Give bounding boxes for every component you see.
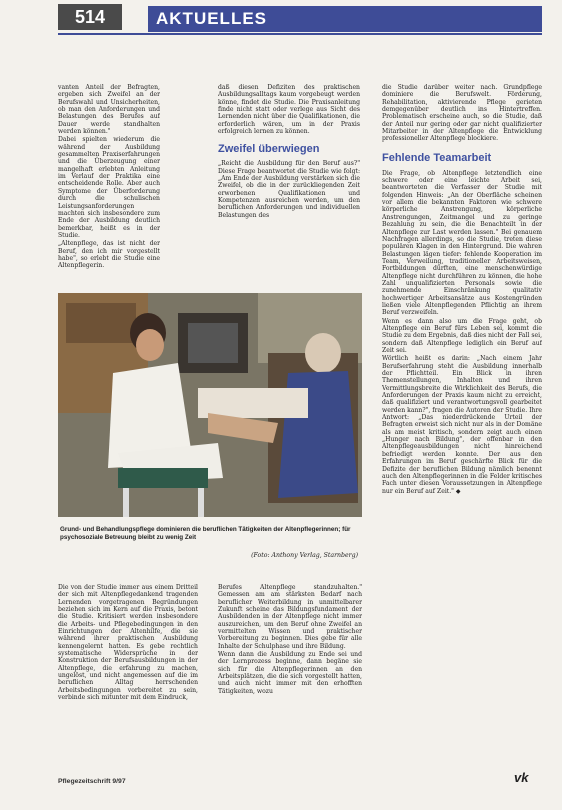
paragraph: „Altenpflege, das ist nicht der Beruf, den ich mir vorgestellt habe", so erlebt die Studie eine Altenpflegerin. [58, 240, 160, 270]
paragraph: Die von der Studie immer aus einem Dritteil der sich mit Altenpflegedankend tragenden Lernenden vorgetragenen Begründungen beziehen sich im Kern auf die Praxis, betont die Studie. Kritisiert werden insbesondere die Arbeits- und Pflegebedingungen in den Einrichtungen der Altenhilfe, die sie während ihrer praktischen Ausbildung kennengelernt hatten. Es gebe rechtlich systematische Widersprüche in der Konstruktion der Berufsausbildungen in der Altenpflege, die erfahrung zu machen, ungelöst, und nicht angemessen auf die im beruflichen Alltag herrschenden Arbeitsbedingungen vorbereitet zu sein, verbinde sich mitunter mit dem Eindruck, [58, 584, 198, 702]
paragraph: Die Frage, ob Altenpflege letztendlich eine schwere oder eine leichte Arbeit sei, beantworteten die Verfasser der Studie mit folgenden Hinweis: „An der Oberfläche scheinen vor allem die bekannten Faktoren wie schwere körperliche Anstrengung, körperliche Anstrengungen, Zeitmangel und zu geringe Bezahlung zu sein, die die Benachteilt in der Altenpflege zur Last werden lassen." Bei genauem Nachfragen allerdings, so die Studie, treten diese populären Klagen in den Hintergrund. Die wahren Belastungen lägen tiefer: fehlende Kooperation im Team, Verweilung, traditioneller Arbeitsweisen, Fortbildungen dürften, eine menschenwürdige Altenpflege nicht durchführen zu können, die hohe Zahl unqualifizierten Personals sowie die zunehmende Einschränkung qualitativ hochwertiger Arbeitsansätze aus Kostengründen ließen viele Altenpflegenden Pflichtig an ihrem Beruf verzweifeln. [382, 169, 542, 317]
end-mark-icon: ◆ [455, 487, 461, 495]
column-1-top [58, 84, 160, 289]
paragraph: Dabei spielten wiederum die während der Ausbildung gesammelten Praxiserfahrungen und die Überzeugung einer mangelhaft erlebten Anleitung im Verlauf der Praktika eine entscheidende Rolle. Aber auch Symptome der Überforderung durch die schulischen Leistungsanforderungen machten sich insbesondere zum Ende der Ausbildung deutlich bemerkbar, heißt es in der Studie. [58, 136, 160, 239]
column-1-bottom [58, 584, 198, 769]
photo-caption: Grund- und Behandlungspflege dominieren die beruflichen Tätigkeiten der Altenpflegerinnen; für psychosoziale Betreuung bleibt zu wenig Zeit [60, 526, 351, 541]
header-rule [58, 33, 542, 35]
paragraph: Berufes Altenpflege standzuhalten." Gemessen am am stärksten Bedarf nach beruflicher Weiterbildung in unmittelbarer Zukunft scheine das Bildungsfundament der Ausbildenden in der Altenpflege nicht immer auszureichen, um den Beruf ohne Zweifel an vermittelten Wissen und praktischer Vorbereitung zu beginnen. Dies gebe für alle Inhalte der Schulphase und ihre Bildung. [218, 584, 362, 650]
page-number: 514 [58, 4, 122, 30]
publisher-logo: vk [514, 770, 529, 785]
paragraph: Wenn dann die Ausbildung zu Ende sei und der Lernprozess beginne, dann begäne sie sich für die Altenpflegerinnen an den Arbeitsplätzen, die die sich vorgestellt hatten, und auch nicht immer mit den erhofften Tätigkeiten, wozu [218, 651, 362, 695]
section-heading-teamarbeit: Fehlende Teamarbeit [382, 151, 492, 164]
paragraph: „Reicht die Ausbildung für den Beruf aus?" Diese Frage beantwortet die Studie wie folgt: „Am Ende der Ausbildung verstärken sich die Zweifel, ob die in der zurückliegenden Zeit erworbenen Qualifikationen und Kompetenzen ausreichen werden, um den beruflichen Anforderungen und individuellen Belastungen des [218, 160, 360, 219]
paragraph: die Studie darüber weiter nach. Grundpflege dominiere die Berufswelt. Förderung, Rehabilitation, aktivierende Pflege gerieten demgegenüber deutlich ins Hintertreffen. Problematisch erscheine auch, so die Studie, daß der Anteil nur gering oder gar nicht qualifizierter Mitarbeiter in der Altenpflege die Entwicklung professioneller Altenpflege blockiere. [382, 84, 542, 143]
paragraph: vanten Anteil der Befragten, ergeben sich Zweifel an der Berufswahl und Unsicherheiten, ob man den Anforderungen und Belastungen des Berufes auf Dauer werde standhalten werden können." [58, 84, 160, 136]
photo-illustration [58, 293, 362, 517]
column-3 [382, 84, 542, 769]
section-title: AKTUELLES [148, 6, 542, 32]
column-2-top [218, 84, 360, 289]
paragraph: daß diesen Defiziten des praktischen Ausbildungsalltags kaum vorgebeugt werden könne, findet die Studie. Die Praxisanleitung finde nicht statt oder verlege aus Sicht des Lernenden nicht über die Qualifikationen, die erforderlich wären, um in der Praxis erfolgreich lernen zu können. [218, 84, 360, 136]
paragraph [382, 355, 542, 495]
paragraph-text: Wörtlich heißt es darin: „Nach einem Jahr Berufserfahrung steht die Ausbildung innerhalb der Pflichtteil. Ein Blick in ihren Themenstellungen, Inhalten und ihren Vermittlungsbreite die Wirklichkeit des Berufs, die Anforderungen der Praxis kaum nicht zu erreicht, daß qualifiziert und verantwortungsvoll gearbeitet werden kann?", fragen die Autoren der Studie. Ihre Antwort: „Das niederdrückende Urteil der Befragten erweist sich nicht nur als in der Domäne als am meist kritisch, sondern zeigt auch einen „Hunger nach Bildung", der offenbar in den Altenpflegeausbildungen nicht hinreichend befriedigt werden konnte. Der aus den Erfahrungen im Beruf geschärfte Blick für die Defizite der beruflichen Bildung nämlich benennt auch den Altenpflegerinnen in die Felder kritisches Fach unter diesen Voraussetzungen in Altenpflege nur ein Beruf auf Zeit." [382, 355, 542, 495]
section-heading-zweifel: Zweifel überwiegen [218, 143, 320, 156]
photo-credit: (Foto: Anthony Verlag, Starnberg) [251, 552, 358, 559]
paragraph: Wenn es dann also um die Frage geht, ob Altenpflege ein Beruf fürs Leben sei, kommt die Studie zu dem Ergebnis, daß dies nicht der Fall sei, sondern daß Altenpflege lediglich ein Beruf auf Zeit sei. [382, 317, 542, 354]
article-photo [58, 293, 362, 517]
journal-footer: Pflegezeitschrift 9/97 [58, 778, 126, 785]
column-2-bottom [218, 584, 362, 769]
